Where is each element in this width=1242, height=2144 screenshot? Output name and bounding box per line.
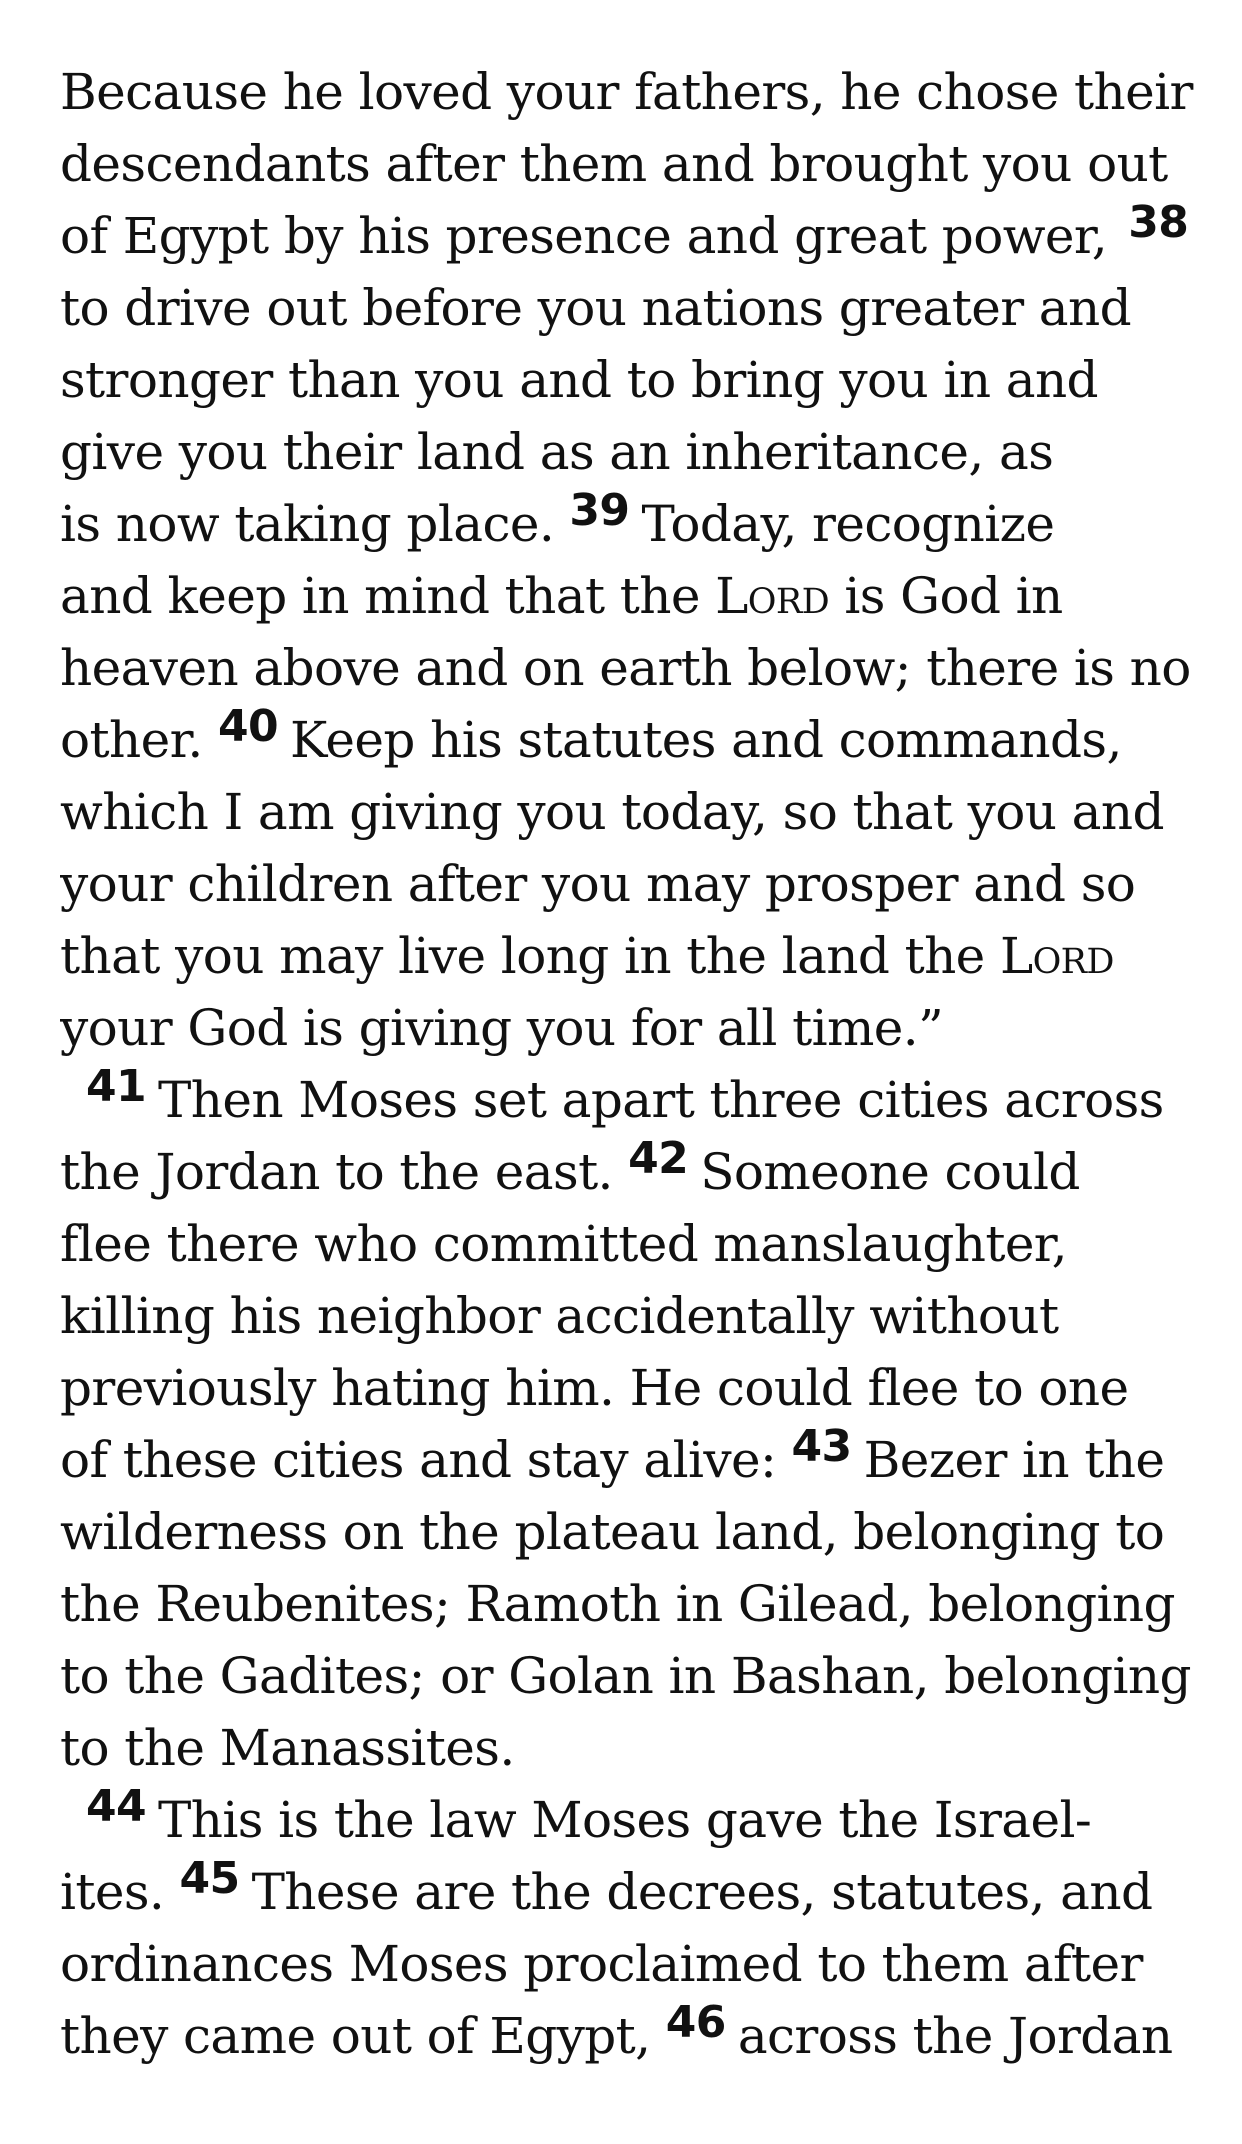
text-segment: flee there who committed manslaughter, [60, 1215, 1067, 1273]
text-segment: Someone could [700, 1143, 1080, 1201]
text-line [60, 1781, 1210, 1856]
text-line [60, 1997, 1210, 2072]
verse-number: 40 [217, 701, 279, 752]
text-segment: of these cities and stay alive: [60, 1431, 792, 1489]
text-segment: give you their land as an inheritance, as [60, 423, 1054, 481]
text-line [60, 632, 1210, 704]
verse-number: 41 [86, 1061, 147, 1112]
text-line [60, 344, 1210, 416]
text-line [60, 56, 1210, 128]
verse-number: 45 [179, 1853, 240, 1904]
text-segment: Bezer in the [863, 1431, 1165, 1489]
text-segment: This is the law Moses gave the Israel- [158, 1791, 1092, 1849]
text-segment: the Jordan to the east. [60, 1143, 629, 1201]
text-segment: is now taking place. [60, 495, 570, 553]
scripture-text [60, 56, 1210, 2136]
text-line [60, 197, 1210, 272]
text-line [60, 1421, 1210, 1496]
text-segment: across the Jordan [737, 2007, 1173, 2065]
text-line [60, 920, 1210, 992]
verse-number: 42 [628, 1133, 689, 1184]
text-line [60, 1853, 1210, 1928]
text-line [60, 1133, 1210, 1208]
text-line [60, 1568, 1210, 1640]
text-line [60, 776, 1210, 848]
text-line [60, 416, 1210, 488]
text-line [60, 560, 1210, 632]
divine-name: Lord [715, 567, 830, 625]
text-line [60, 1352, 1210, 1424]
text-segment: stronger than you and to bring you in and [60, 351, 1098, 409]
text-segment: other. [60, 711, 218, 769]
text-line [60, 701, 1210, 776]
text-line [60, 848, 1210, 920]
verse-number: 38 [1128, 197, 1189, 248]
text-line [60, 1640, 1210, 1712]
text-segment: to the Gadites; or Golan in Bashan, belonging [60, 1647, 1191, 1705]
text-line [60, 128, 1210, 200]
text-segment: Then Moses set apart three cities across [158, 1071, 1164, 1129]
text-line [60, 272, 1210, 344]
text-line [60, 1208, 1210, 1280]
text-segment: These are the decrees, statutes, and [251, 1863, 1153, 1921]
text-line [60, 1928, 1210, 2000]
text-segment: ites. [60, 1863, 180, 1921]
text-segment: which I am giving you today, so that you and [60, 783, 1164, 841]
text-line [60, 992, 1210, 1064]
text-segment: to drive out before you nations greater and [60, 279, 1132, 337]
verse-number: 44 [86, 1781, 147, 1832]
text-segment: is God in [829, 567, 1063, 625]
text-line [60, 485, 1210, 560]
verse-number: 43 [791, 1421, 852, 1472]
verse-number: 46 [665, 1997, 726, 2048]
text-segment: Today, recognize [641, 495, 1055, 553]
text-segment: and keep in mind that the [60, 567, 716, 625]
text-line [60, 1712, 1210, 1784]
text-segment: Because he loved your fathers, he chose their [60, 63, 1193, 121]
divine-name: Lord [999, 927, 1114, 985]
text-segment: your children after you may prosper and so [60, 855, 1136, 913]
text-segment: the Reubenites; Ramoth in Gilead, belonging [60, 1575, 1175, 1633]
text-segment: descendants after them and brought you out [60, 135, 1168, 193]
text-segment: they came out of Egypt, [60, 2007, 666, 2065]
text-segment: ordinances Moses proclaimed to them after [60, 1935, 1143, 1993]
text-segment: to the Manassites. [60, 1719, 515, 1777]
text-segment: your God is giving you for all time.” [60, 999, 944, 1057]
text-segment: killing his neighbor accidentally without [60, 1287, 1059, 1345]
text-segment: that you may live long in the land the [60, 927, 1000, 985]
text-segment: Keep his statutes and commands, [290, 711, 1122, 769]
text-line [60, 1061, 1210, 1136]
text-segment: heaven above and on earth below; there is no [60, 639, 1191, 697]
text-segment: wilderness on the plateau land, belonging to [60, 1503, 1165, 1561]
text-segment: of Egypt by his presence and great power, [60, 207, 1123, 265]
text-line [60, 1280, 1210, 1352]
text-segment: previously hating him. He could flee to one [60, 1359, 1129, 1417]
verse-number: 39 [569, 485, 630, 536]
text-line [60, 1496, 1210, 1568]
